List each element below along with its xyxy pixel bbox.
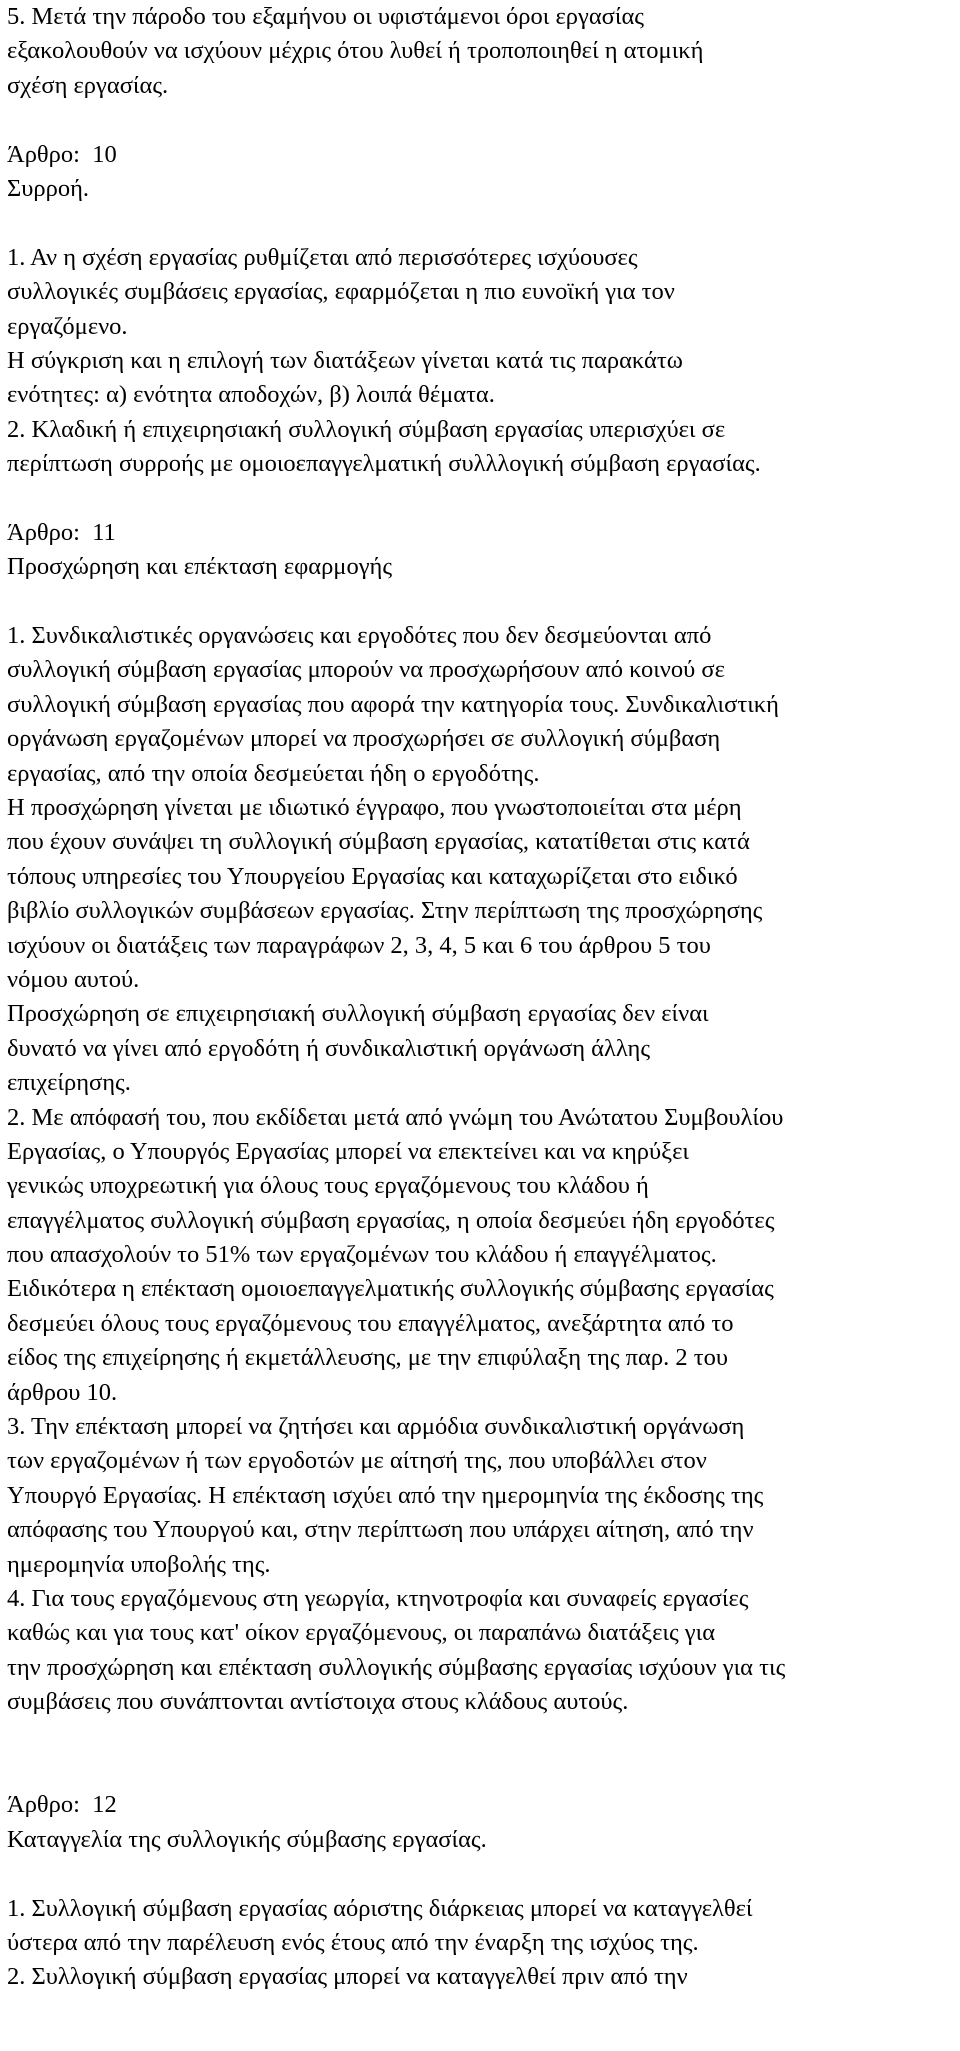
document-page [7, 0, 955, 2051]
blank-line [7, 103, 955, 137]
text-line: 1. Συλλογική σύμβαση εργασίας αόριστης διάρκειας μπορεί να καταγγελθεί [7, 1894, 753, 1922]
text-line: ισχύουν οι διατάξεις των παραγράφων 2, 3, 4, 5 και 6 του άρθρου 5 του [7, 931, 711, 959]
article-number: Άρθρο: 11 [7, 518, 116, 546]
text-line: επαγγέλματος συλλογική σύμβαση εργασίας, η οποία δεσμεύει ήδη εργοδότες [7, 1206, 775, 1234]
text-line: συλλογικές συμβάσεις εργασίας, εφαρμόζεται η πιο ευνοϊκή για τον [7, 278, 675, 306]
article-title: Καταγγελία της συλλογικής σύμβασης εργασίας. [7, 1825, 487, 1853]
article-10-heading [7, 138, 955, 207]
text-line: περίπτωση συρροής με ομοιοεπαγγελματική συλλλογική σύμβαση εργασίας. [7, 450, 761, 478]
article-12-paragraph-1 [7, 1892, 955, 1961]
text-line: 2. Κλαδική ή επιχειρησιακή συλλογική σύμβαση εργασίας υπερισχύει σε [7, 415, 726, 443]
article-number: Άρθρο: 10 [7, 140, 117, 168]
text-line: τόπους υπηρεσίες του Υπουργείου Εργασίας και καταχωρίζεται στο ειδικό [7, 862, 738, 890]
text-line: την προσχώρηση και επέκταση συλλογικής σύμβασης εργασίας ισχύουν για τις [7, 1653, 786, 1681]
text-line: επιχείρησης. [7, 1069, 131, 1097]
article-12-paragraph-2 [7, 1960, 955, 1994]
text-line: σχέση εργασίας. [7, 71, 169, 99]
text-line: 1. Αν η σχέση εργασίας ρυθμίζεται από περισσότερες ισχύουσες [7, 243, 638, 271]
blank-line [7, 585, 955, 619]
text-line: καθώς και για τους κατ' οίκον εργαζόμενους, οι παραπάνω διατάξεις για [7, 1619, 716, 1647]
text-line: 2. Συλλογική σύμβαση εργασίας μπορεί να καταγγελθεί πριν από την [7, 1963, 688, 1991]
text-line: Προσχώρηση σε επιχειρησιακή συλλογική σύμβαση εργασίας δεν είναι [7, 1000, 709, 1028]
text-line: 3. Την επέκταση μπορεί να ζητήσει και αρμόδια συνδικαλιστική οργάνωση [7, 1413, 745, 1441]
text-line: 1. Συνδικαλιστικές οργανώσεις και εργοδότες που δεν δεσμεύονται από [7, 622, 712, 650]
article-11-paragraph-1 [7, 619, 955, 1100]
blank-line [7, 1720, 955, 1789]
article-9-paragraph-5 [7, 0, 955, 103]
text-line: δυνατό να γίνει από εργοδότη ή συνδικαλιστική οργάνωση άλλης [7, 1034, 651, 1062]
text-line: βιβλίο συλλογικών συμβάσεων εργασίας. Στην περίπτωση της προσχώρησης [7, 897, 763, 925]
text-line: εργαζόμενο. [7, 312, 128, 340]
article-number: Άρθρο: 12 [7, 1791, 117, 1819]
text-line: Η προσχώρηση γίνεται με ιδιωτικό έγγραφο, που γνωστοποιείται στα μέρη [7, 793, 742, 821]
text-line: 4. Για τους εργαζόμενους στη γεωργία, κτηνοτροφία και συναφείς εργασίες [7, 1584, 749, 1612]
article-10-paragraph-2 [7, 413, 955, 482]
text-line: δεσμεύει όλους τους εργαζόμενους του επαγγέλματος, ανεξάρτητα από το [7, 1309, 734, 1337]
article-11-heading [7, 516, 955, 585]
blank-line [7, 1857, 955, 1891]
text-line: συλλογική σύμβαση εργασίας μπορούν να προσχωρήσουν από κοινού σε [7, 656, 725, 684]
article-title: Προσχώρηση και επέκταση εφαρμογής [7, 553, 393, 581]
text-line: Ειδικότερα η επέκταση ομοιοεπαγγελματικής συλλογικής σύμβασης εργασίας [7, 1275, 774, 1303]
text-line: γενικώς υποχρεωτική για όλους τους εργαζόμενους του κλάδου ή [7, 1172, 649, 1200]
article-11-paragraph-3 [7, 1410, 955, 1582]
text-line: εργασίας, από την οποία δεσμεύεται ήδη ο εργοδότης. [7, 759, 540, 787]
text-line: Εργασίας, ο Υπουργός Εργασίας μπορεί να επεκτείνει και να κηρύξει [7, 1137, 689, 1165]
article-12-heading [7, 1788, 955, 1857]
text-line: εξακολουθούν να ισχύουν μέχρις ότου λυθεί ή τροποποιηθεί η ατομική [7, 37, 704, 65]
text-line: συλλογική σύμβαση εργασίας που αφορά την κατηγορία τους. Συνδικαλιστική [7, 690, 779, 718]
text-line: άρθρου 10. [7, 1378, 118, 1406]
text-line: των εργαζομένων ή των εργοδοτών με αίτησή της, που υποβάλλει στον [7, 1447, 707, 1475]
article-10-paragraph-1 [7, 241, 955, 413]
text-line: νόμου αυτού. [7, 965, 140, 993]
article-11-paragraph-4 [7, 1582, 955, 1720]
text-line: Υπουργό Εργασίας. Η επέκταση ισχύει από την ημερομηνία της έκδοσης της [7, 1481, 764, 1509]
text-line: οργάνωση εργαζομένων μπορεί να προσχωρήσει σε συλλογική σύμβαση [7, 725, 721, 753]
text-line: ενότητες: α) ενότητα αποδοχών, β) λοιπά θέματα. [7, 381, 495, 409]
text-line: Η σύγκριση και η επιλογή των διατάξεων γίνεται κατά τις παρακάτω [7, 346, 683, 374]
text-line: που έχουν συνάψει τη συλλογική σύμβαση εργασίας, κατατίθεται στις κατά [7, 828, 750, 856]
blank-line [7, 206, 955, 240]
text-line: συμβάσεις που συνάπτονται αντίστοιχα στους κλάδους αυτούς. [7, 1688, 629, 1716]
text-line: που απασχολούν το 51% των εργαζομένων του κλάδου ή επαγγέλματος. [7, 1241, 717, 1269]
text-line: 2. Με απόφασή του, που εκδίδεται μετά από γνώμη του Ανώτατου Συμβουλίου [7, 1103, 784, 1131]
text-line: ημερομηνία υποβολής της. [7, 1550, 271, 1578]
text-line: ύστερα από την παρέλευση ενός έτους από την έναρξη της ισχύος της. [7, 1928, 699, 1956]
text-line: 5. Μετά την πάροδο του εξαμήνου οι υφιστάμενοι όροι εργασίας [7, 3, 644, 30]
article-title: Συρροή. [7, 174, 90, 202]
text-line: είδος της επιχείρησης ή εκμετάλλευσης, με την επιφύλαξη της παρ. 2 του [7, 1344, 728, 1372]
text-line: απόφασης του Υπουργού και, στην περίπτωση που υπάρχει αίτηση, από την [7, 1516, 754, 1544]
blank-line [7, 481, 955, 515]
article-11-paragraph-2 [7, 1101, 955, 1411]
